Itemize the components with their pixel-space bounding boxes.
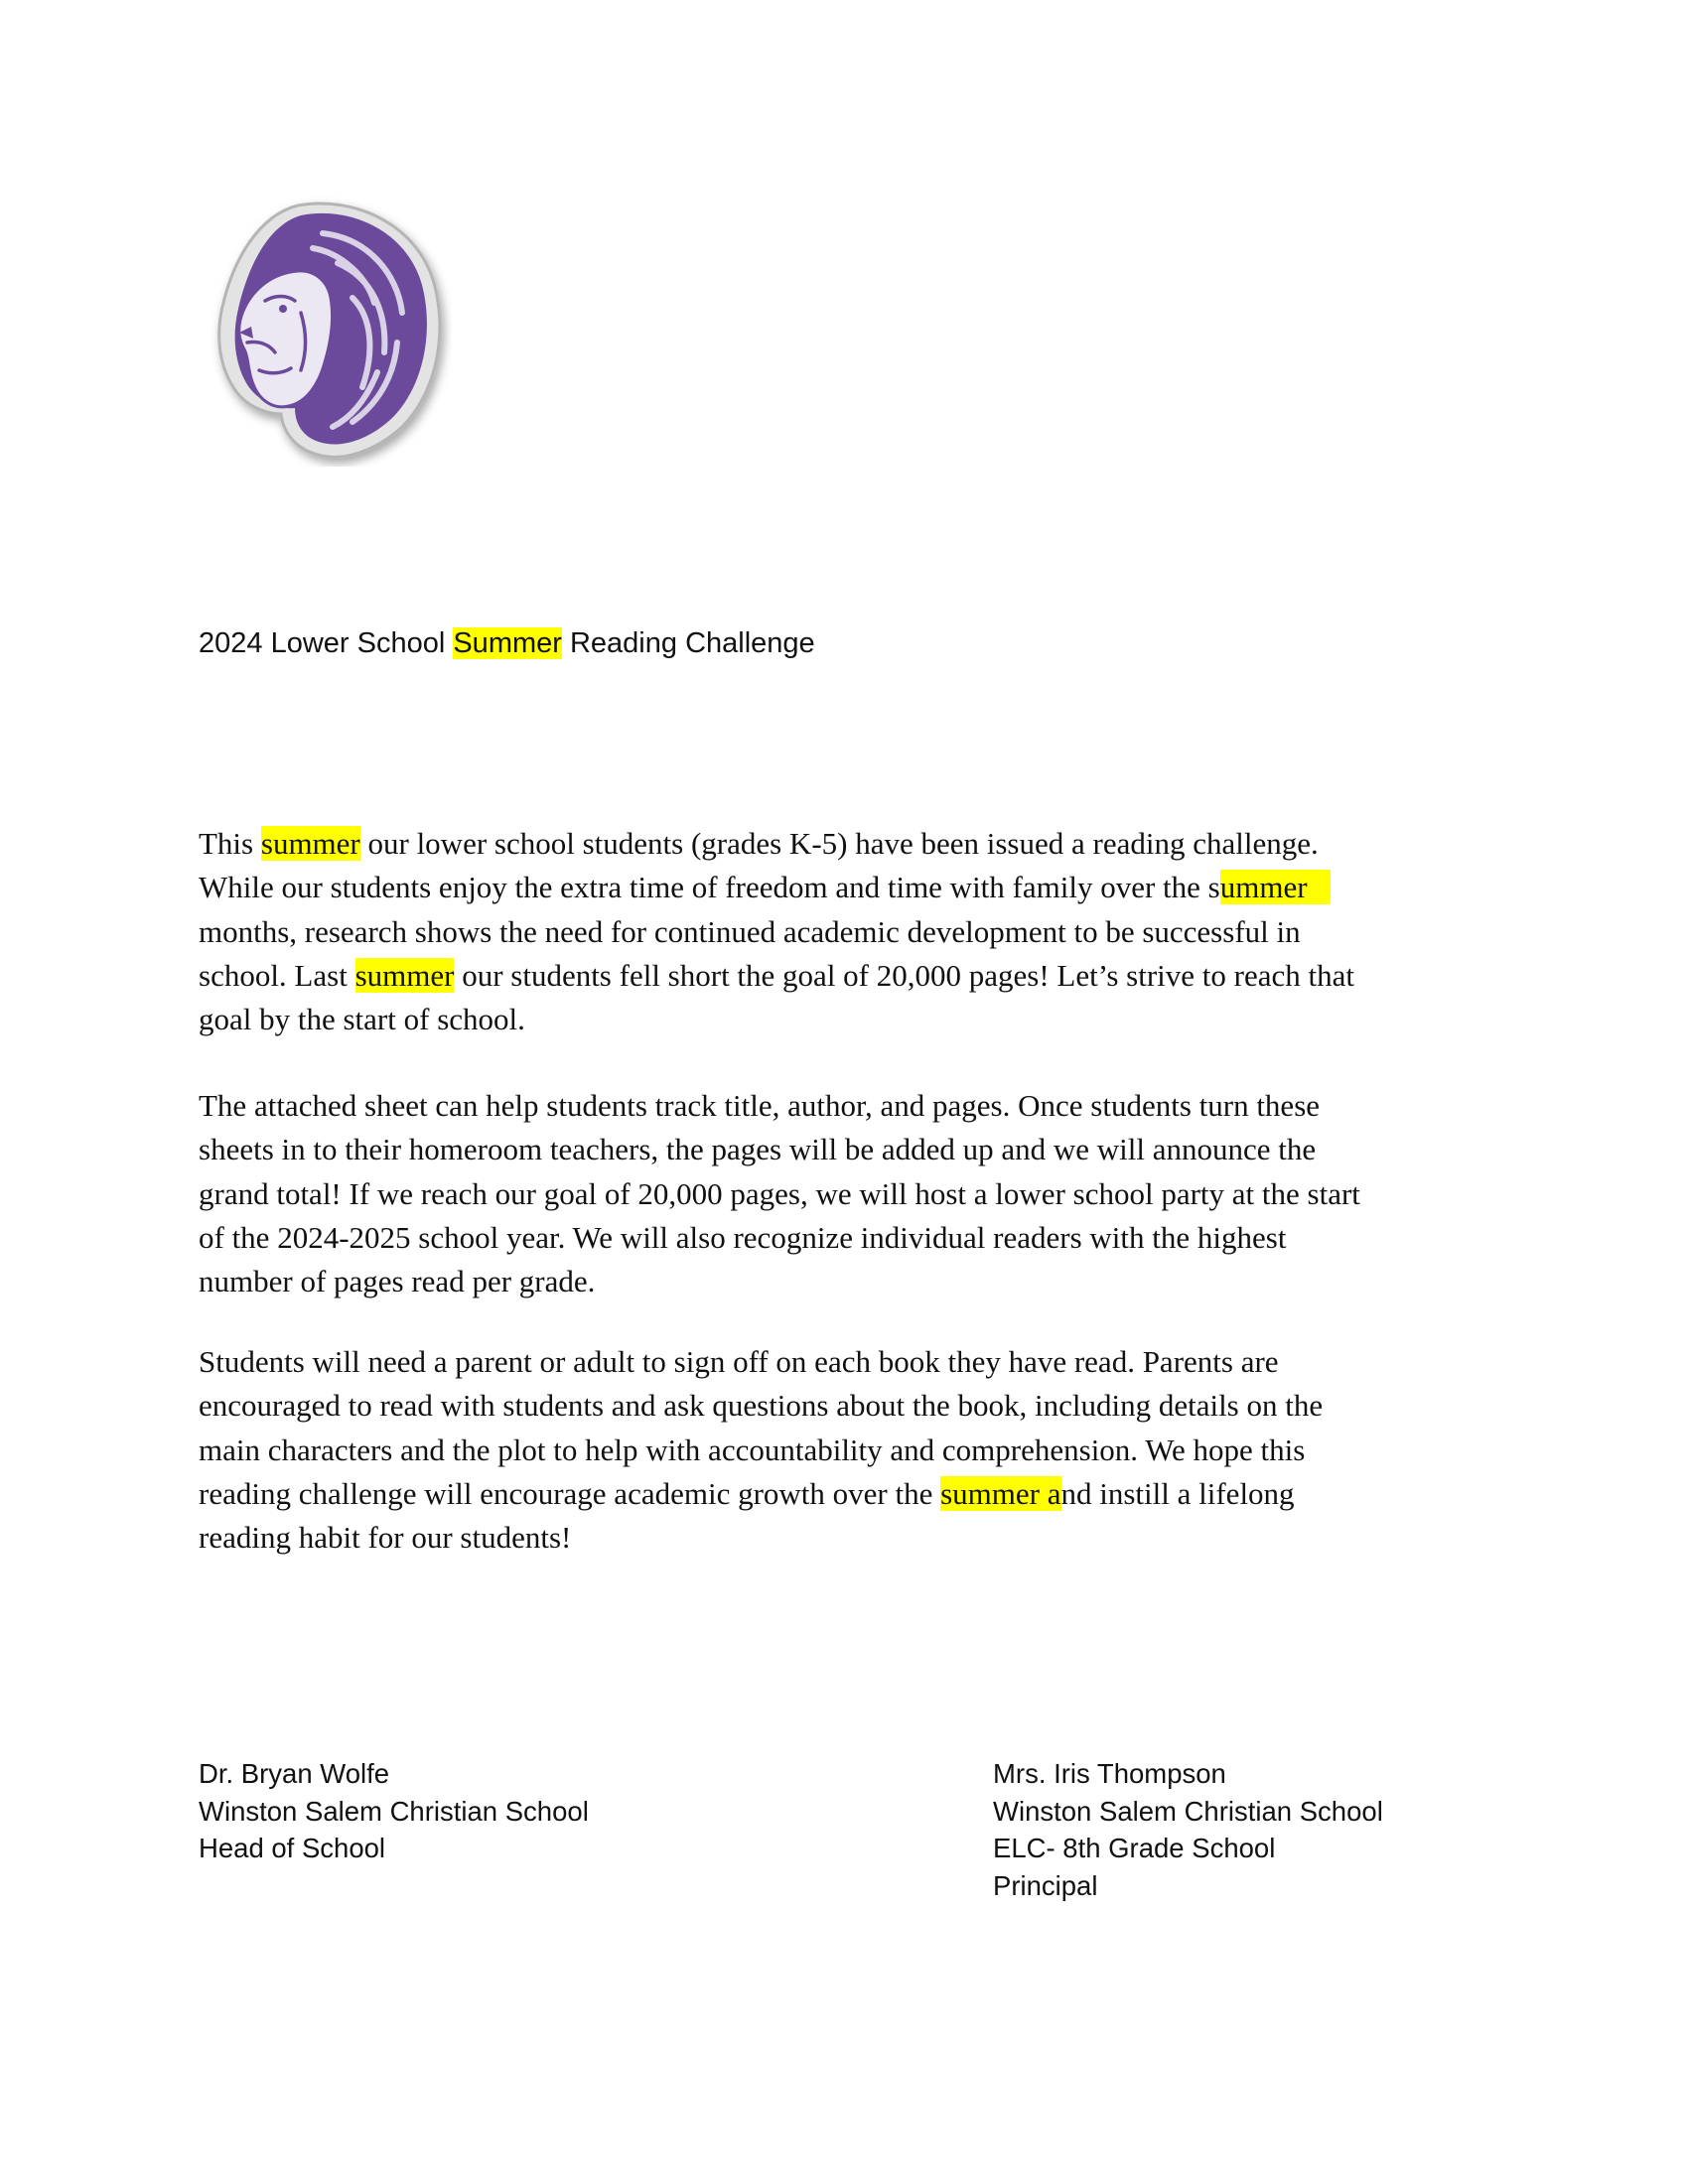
text-segment: school. Last (199, 957, 355, 993)
text-segment: reading challenge will encourage academic growth over the (199, 1475, 941, 1511)
signer-school: Winston Salem Christian School (199, 1795, 589, 1827)
text-line: months, research shows the need for continued academic development to be successful in (199, 913, 1301, 949)
signer-role: Head of School (199, 1833, 386, 1863)
lion-head-logo (204, 194, 452, 467)
signer-name: Mrs. Iris Thompson (993, 1758, 1226, 1789)
paragraph-tracking (199, 1084, 1509, 1303)
text-line (199, 1472, 1509, 1516)
signer-school: Winston Salem Christian School (993, 1795, 1383, 1827)
text-line: The attached sheet can help students track title, author, and pages. Once students turn these (199, 1088, 1321, 1123)
text-segment: our lower school students (grades K-5) have been issued a reading challenge. (359, 826, 1319, 861)
text-segment: While our students enjoy the extra time of freedom and time with family over the s (199, 870, 1220, 905)
text-line: sheets in to their homeroom teachers, the pages will be added up and we will announce the (199, 1132, 1317, 1167)
page-title: 2024 Lower School Summer Reading Challenge (199, 627, 815, 659)
text-line: goal by the start of school. (199, 1002, 525, 1037)
text-line: number of pages read per grade. (199, 1264, 596, 1299)
highlighted-word: summer (260, 826, 360, 861)
text-segment: our students fell short the goal of 20,000 pages! Let’s strive to reach that (454, 957, 1354, 993)
text-line: Students will need a parent or adult to sign off on each book they have read. Parents are (199, 1344, 1279, 1379)
text-line: encouraged to read with students and ask questions about the book, including details on the (199, 1388, 1324, 1424)
signer-role: ELC- 8th Grade School (993, 1833, 1276, 1863)
highlighted-word: summer (354, 957, 455, 993)
lion-head-icon (204, 194, 452, 467)
text-line (199, 954, 1509, 998)
text-line: grand total! If we reach our goal of 20,000 pages, we will host a lower school party at the start (199, 1175, 1360, 1211)
text-line: of the 2024-2025 school year. We will also recognize individual readers with the highest (199, 1219, 1287, 1255)
highlighted-word: ummer (1219, 870, 1331, 905)
text-line (199, 822, 1509, 866)
text-line (199, 866, 1509, 909)
text-segment: This (199, 826, 261, 861)
signature-block-head (199, 1755, 589, 1867)
text-line: reading habit for our students! (199, 1520, 572, 1556)
signature-block-principal (993, 1755, 1383, 1904)
highlighted-word: summer a (940, 1475, 1061, 1511)
paragraph-parents (199, 1340, 1509, 1560)
signer-name: Dr. Bryan Wolfe (199, 1758, 390, 1789)
highlighted-word: Summer (453, 627, 562, 659)
signer-role: Principal (993, 1869, 1098, 1901)
text-line: main characters and the plot to help with accountability and comprehension. We hope this (199, 1432, 1306, 1467)
text-segment: nd instill a lifelong (1060, 1475, 1295, 1511)
paragraph-intro (199, 822, 1509, 1041)
